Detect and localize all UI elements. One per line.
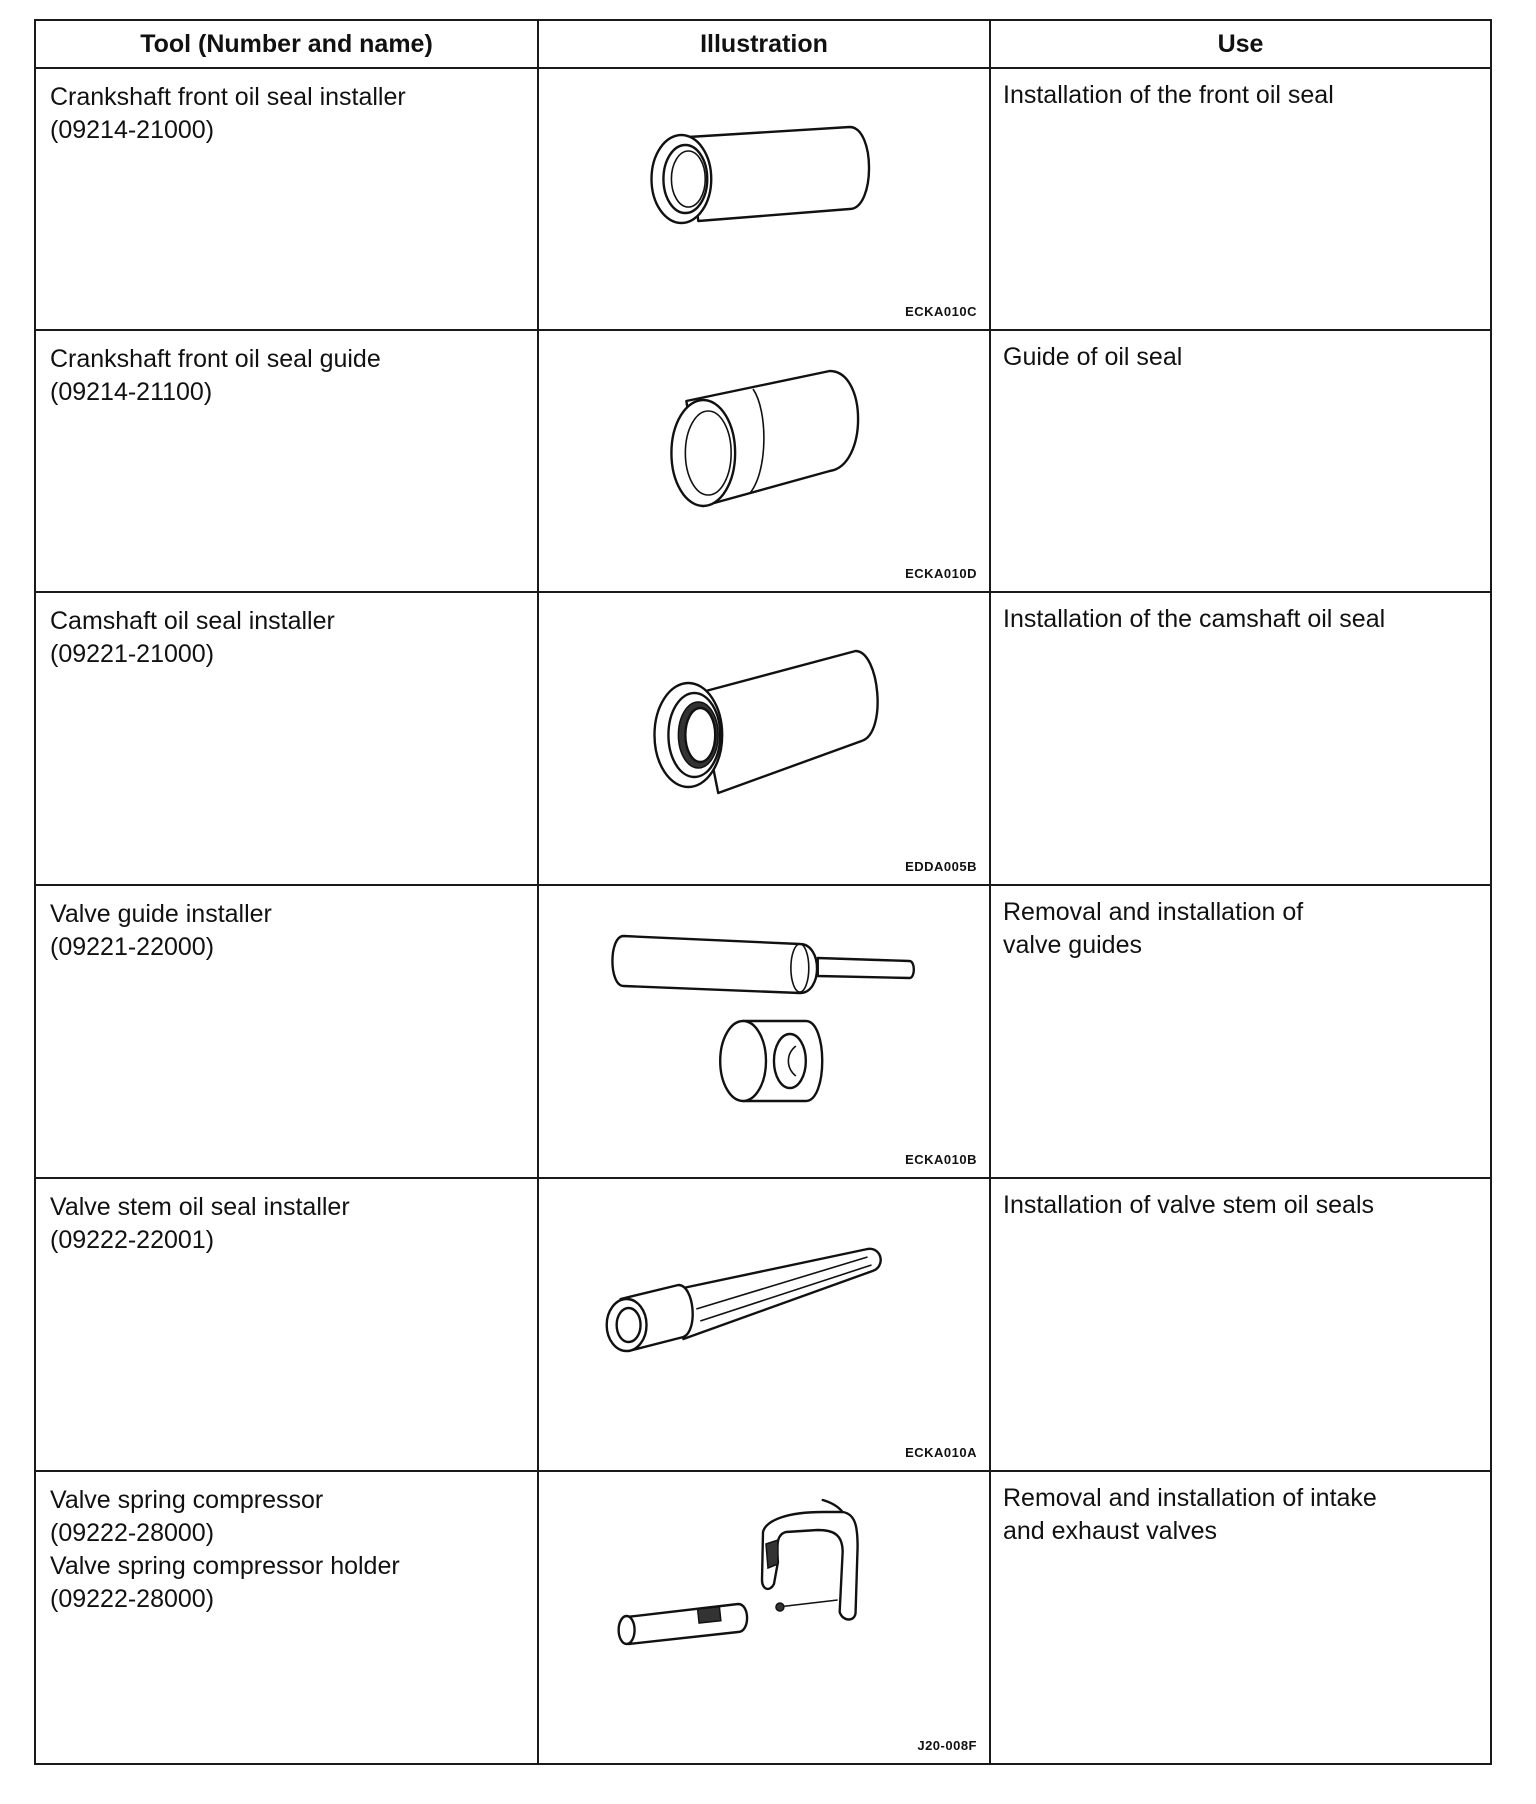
illustration-cell [538,885,990,1178]
tool-name-cell [35,1178,538,1471]
use-cell [990,1178,1491,1471]
tool-use: Installation of valve stem oil seals [1003,1191,1375,1219]
table-row [35,592,1491,885]
tool-name: Camshaft oil seal installer [50,607,335,635]
tool-name-cell [35,592,538,885]
tool-name: Crankshaft front oil seal guide [50,345,381,373]
header-use: Use [990,20,1491,68]
illustration-cell [538,1178,990,1471]
tool-name: Valve guide installer [50,900,272,928]
valve-stem-seal-installer-icon [539,1179,989,1470]
tool-number: (09214-21000) [50,116,215,144]
tool-number: (09222-28000) [50,1585,215,1613]
illustration-cell [538,68,990,330]
tool-use: Installation of the camshaft oil seal [1003,605,1386,633]
table-row [35,885,1491,1178]
tool-name-cell [35,68,538,330]
figure-code: J20-008F [917,1738,977,1753]
illustration-cell [538,1471,990,1764]
use-cell [990,592,1491,885]
camshaft-seal-installer-icon [539,593,989,884]
tool-number: (09221-21000) [50,640,215,668]
tool-number: (09222-22001) [50,1226,215,1254]
tool-name: Crankshaft front oil seal installer [50,83,406,111]
tool-number: (09222-28000) [50,1519,215,1547]
seal-guide-icon [539,331,989,591]
figure-code: ECKA010A [905,1445,977,1460]
figure-code: ECKA010C [905,304,977,319]
illustration-cell [538,592,990,885]
table-row [35,68,1491,330]
header-tool: Tool (Number and name) [35,20,538,68]
table-row [35,330,1491,592]
illustration-cell [538,330,990,592]
tool-name: Valve spring compressor [50,1486,324,1514]
tool-use: Removal and installation of valve guides [1003,898,1304,959]
tool-name-cell [35,1471,538,1764]
table-row [35,1471,1491,1764]
use-cell [990,330,1491,592]
seal-installer-icon [539,69,989,329]
figure-code: EDDA005B [905,859,977,874]
tool-use: Guide of oil seal [1003,343,1183,371]
tool-number: (09214-21100) [50,378,213,406]
tool-name: Valve stem oil seal installer [50,1193,350,1221]
table-row [35,1178,1491,1471]
use-cell [990,885,1491,1178]
use-cell [990,1471,1491,1764]
tool-name: Valve spring compressor holder [50,1552,400,1580]
use-cell [990,68,1491,330]
tool-use: Removal and installation of intake and exhaust valves [1003,1484,1377,1545]
header-row [35,20,1491,68]
tool-name-cell [35,330,538,592]
header-illustration: Illustration [538,20,990,68]
valve-guide-installer-icon [539,886,989,1177]
tool-use: Installation of the front oil seal [1003,81,1334,109]
valve-spring-compressor-icon [539,1472,989,1763]
special-tools-table [34,19,1492,1765]
tool-number: (09221-22000) [50,933,215,961]
figure-code: ECKA010B [905,1152,977,1167]
figure-code: ECKA010D [905,566,977,581]
tool-name-cell [35,885,538,1178]
